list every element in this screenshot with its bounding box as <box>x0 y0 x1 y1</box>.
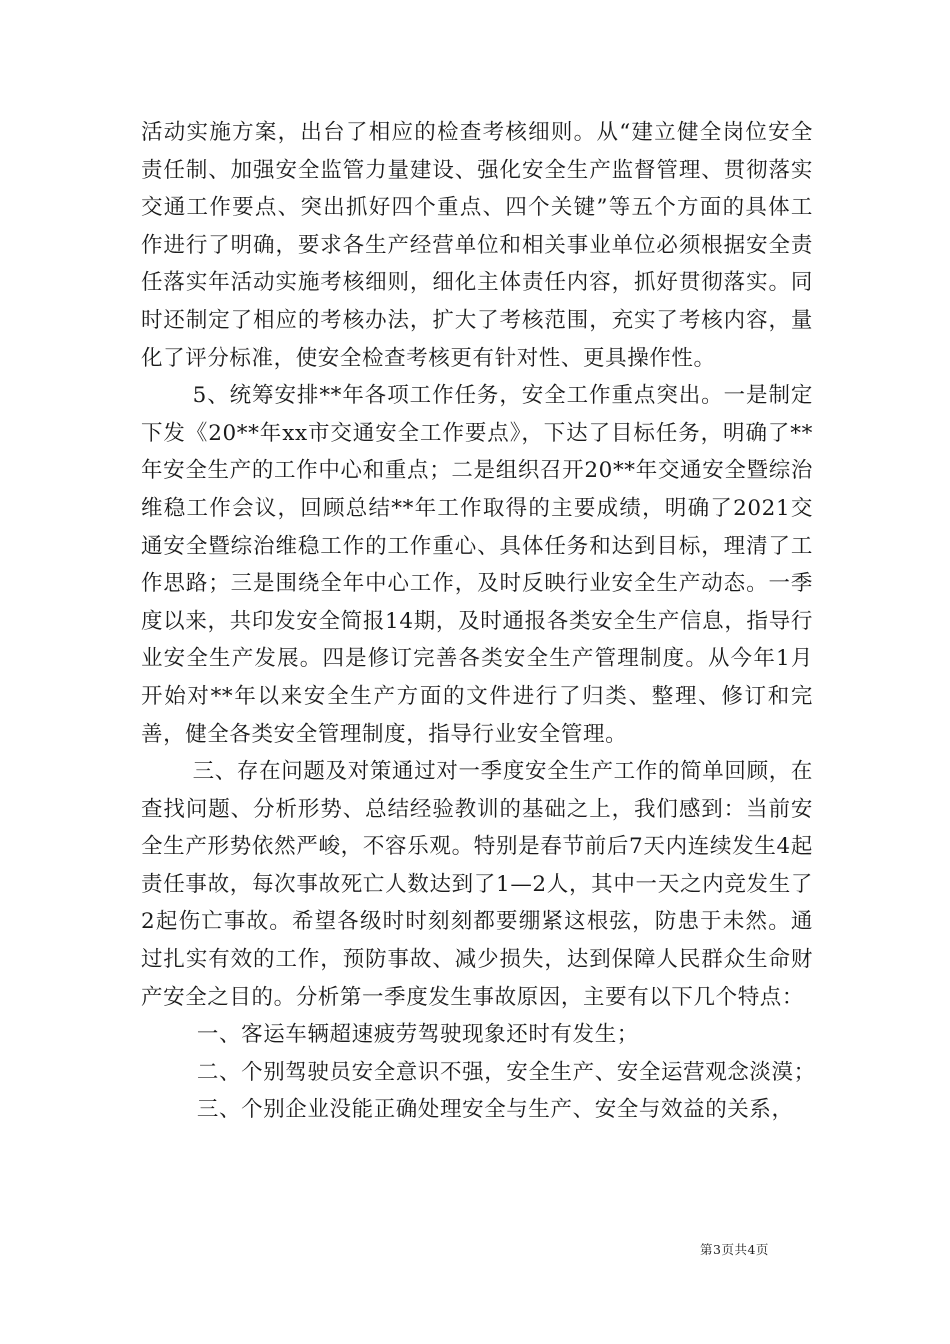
list-item-two: 二、个别驾驶员安全意识不强，安全生产、安全运营观念淡漠； <box>196 1059 816 1085</box>
list-item-three: 三、个别企业没能正确处理安全与生产、安全与效益的关系， <box>196 1097 794 1123</box>
document-body <box>141 114 816 1129</box>
paragraph-item-5: 5、统筹安排**年各项工作任务，安全工作重点突出。一是制定下发《20**年xx市交通安全工作要点》，下达了目标任务，明确了**年安全生产的工作中心和重点；二是组织召开20**年交通安全暨综治维稳工作会议，回顾总结**年工作取得的主要成绩，明确了2021交通安全暨综治维稳工作的工作重心、具体任务和达到目标，理清了工作思路；三是围绕全年中心工作，及时反映行业安全生产动态。一季度以来，共印发安全简报14期，及时通报各类安全生产信息，指导行业安全生产发展。四是修订完善各类安全生产管理制度。从今年1月开始对**年以来安全生产方面的文件进行了归类、整理、修订和完善，健全各类安全管理制度，指导行业安全管理。 <box>141 383 813 747</box>
paragraph-section-three: 三、存在问题及对策通过对一季度安全生产工作的简单回顾，在查找问题、分析形势、总结经验教训的基础之上，我们感到：当前安全生产形势依然严峻，不容乐观。特别是春节前后7天内连续发生4起责任事故，每次事故死亡人数达到了1—2人，其中一天之内竞发生了2起伤亡事故。希望各级时时刻刻都要绷紧这根弦，防患于未然。通过扎实有效的工作，预防事故、减少损失，达到保障人民群众生命财产安全之目的。分析第一季度发生事故原因，主要有以下几个特点： <box>141 759 813 1010</box>
list-item-one: 一、客运车辆超速疲劳驾驶现象还时有发生； <box>196 1022 639 1048</box>
paragraph-continuation: 活动实施方案，出台了相应的检查考核细则。从“建立健全岗位安全责任制、加强安全监管力量建设、强化安全生产监督管理、贯彻落实交通工作要点、突出抓好四个重点、四个关键”等五个方面的具体工作进行了明确，要求各生产经营单位和相关事业单位必须根据安全责任落实年活动实施考核细则，细化主体责任内容，抓好贯彻落实。同时还制定了相应的考核办法，扩大了考核范围，充实了考核内容，量化了评分标准，使安全检查考核更有针对性、更具操作性。 <box>141 120 813 371</box>
page-number-footer: 第3页共4页 <box>700 1242 769 1257</box>
